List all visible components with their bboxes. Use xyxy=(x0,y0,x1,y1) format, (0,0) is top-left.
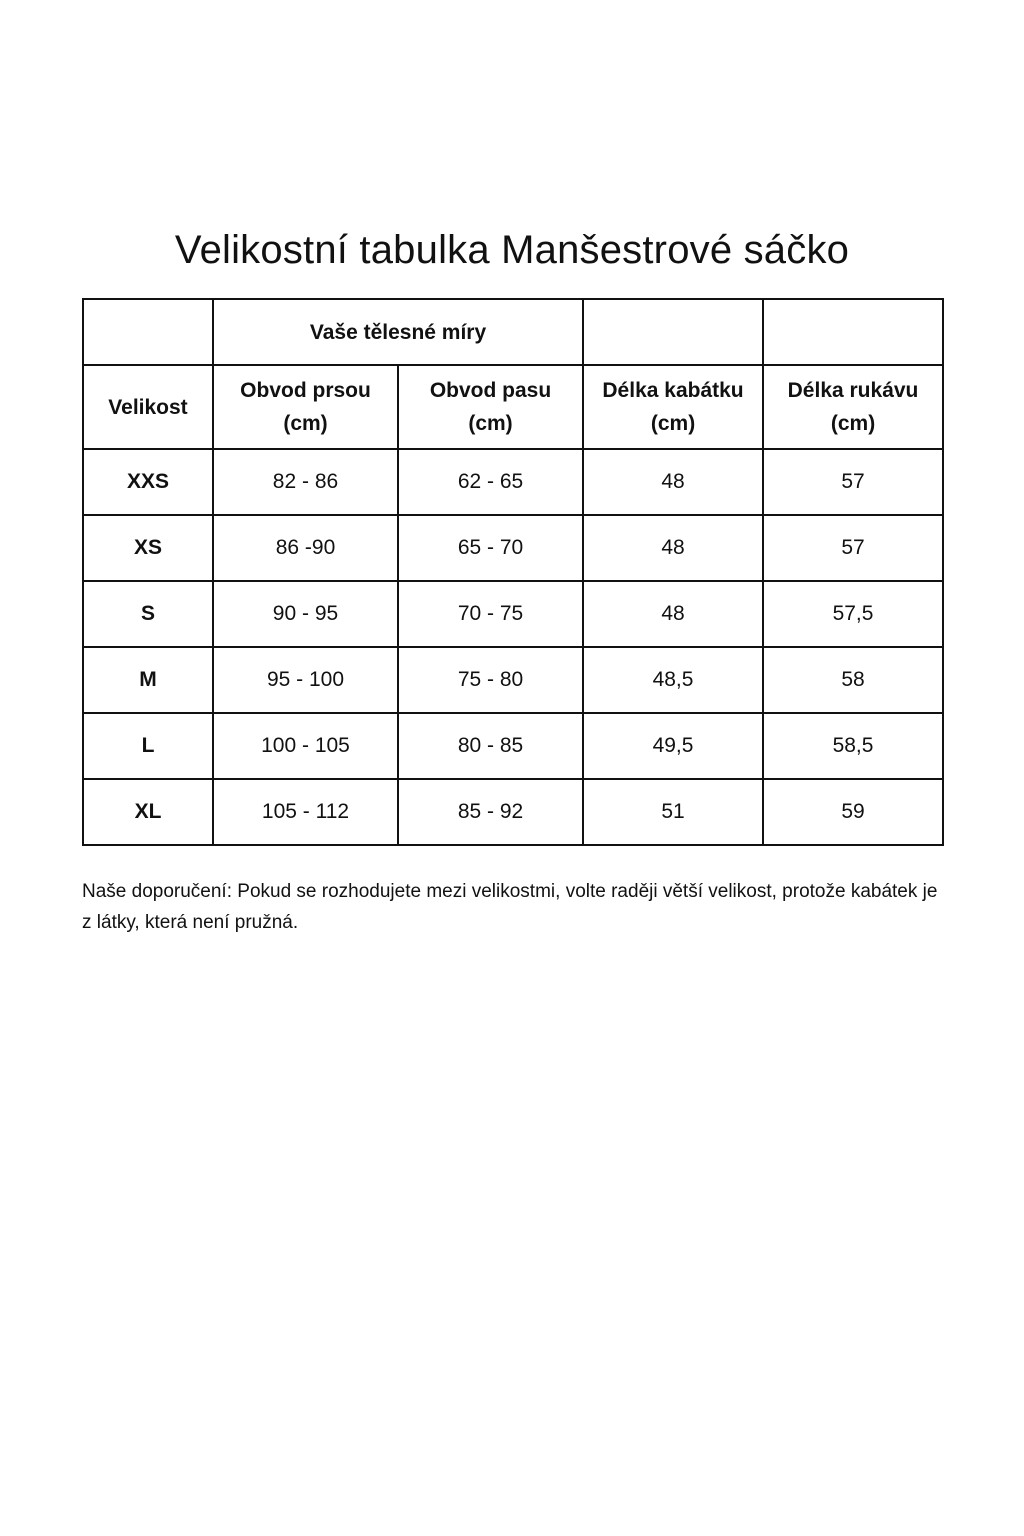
size-cell: L xyxy=(83,713,213,779)
waist-cell: 62 - 65 xyxy=(398,449,583,515)
chest-cell: 95 - 100 xyxy=(213,647,398,713)
table-row xyxy=(83,581,943,647)
chest-cell: 86 -90 xyxy=(213,515,398,581)
table-group-header-row xyxy=(83,299,943,365)
chest-cell: 105 - 112 xyxy=(213,779,398,845)
size-cell: XS xyxy=(83,515,213,581)
waist-cell: 85 - 92 xyxy=(398,779,583,845)
table-row xyxy=(83,713,943,779)
table-row xyxy=(83,449,943,515)
size-cell: XL xyxy=(83,779,213,845)
empty-header-cell xyxy=(583,299,763,365)
sleeve-length-cell: 59 xyxy=(763,779,943,845)
jacket-length-cell: 48 xyxy=(583,515,763,581)
jacket-length-cell: 48 xyxy=(583,449,763,515)
table-column-header-row xyxy=(83,365,943,449)
size-chart-table xyxy=(82,298,944,846)
size-cell: S xyxy=(83,581,213,647)
sleeve-length-cell: 58,5 xyxy=(763,713,943,779)
column-header-waist: Obvod pasu (cm) xyxy=(398,365,583,449)
chest-cell: 90 - 95 xyxy=(213,581,398,647)
jacket-length-cell: 48,5 xyxy=(583,647,763,713)
chest-cell: 100 - 105 xyxy=(213,713,398,779)
jacket-length-cell: 48 xyxy=(583,581,763,647)
waist-cell: 70 - 75 xyxy=(398,581,583,647)
waist-cell: 75 - 80 xyxy=(398,647,583,713)
column-header-sleeve-length: Délka rukávu (cm) xyxy=(763,365,943,449)
sleeve-length-cell: 57,5 xyxy=(763,581,943,647)
table-body xyxy=(83,449,943,845)
sleeve-length-cell: 57 xyxy=(763,515,943,581)
sleeve-length-cell: 57 xyxy=(763,449,943,515)
page-title: Velikostní tabulka Manšestrové sáčko xyxy=(174,228,850,272)
waist-cell: 80 - 85 xyxy=(398,713,583,779)
chest-cell: 82 - 86 xyxy=(213,449,398,515)
waist-cell: 65 - 70 xyxy=(398,515,583,581)
table-row xyxy=(83,647,943,713)
column-header-jacket-length: Délka kabátku (cm) xyxy=(583,365,763,449)
column-header-size: Velikost xyxy=(83,365,213,449)
size-cell: M xyxy=(83,647,213,713)
size-cell: XXS xyxy=(83,449,213,515)
body-measurements-header: Vaše tělesné míry xyxy=(213,299,583,365)
empty-header-cell xyxy=(763,299,943,365)
sleeve-length-cell: 58 xyxy=(763,647,943,713)
jacket-length-cell: 51 xyxy=(583,779,763,845)
column-header-chest: Obvod prsou (cm) xyxy=(213,365,398,449)
table-row xyxy=(83,779,943,845)
empty-header-cell xyxy=(83,299,213,365)
jacket-length-cell: 49,5 xyxy=(583,713,763,779)
table-row xyxy=(83,515,943,581)
recommendation-note: Naše doporučení: Pokud se rozhodujete mezi velikostmi, volte raději větší velikost, protože kabátek je z látky, která není pružná. xyxy=(82,881,938,933)
